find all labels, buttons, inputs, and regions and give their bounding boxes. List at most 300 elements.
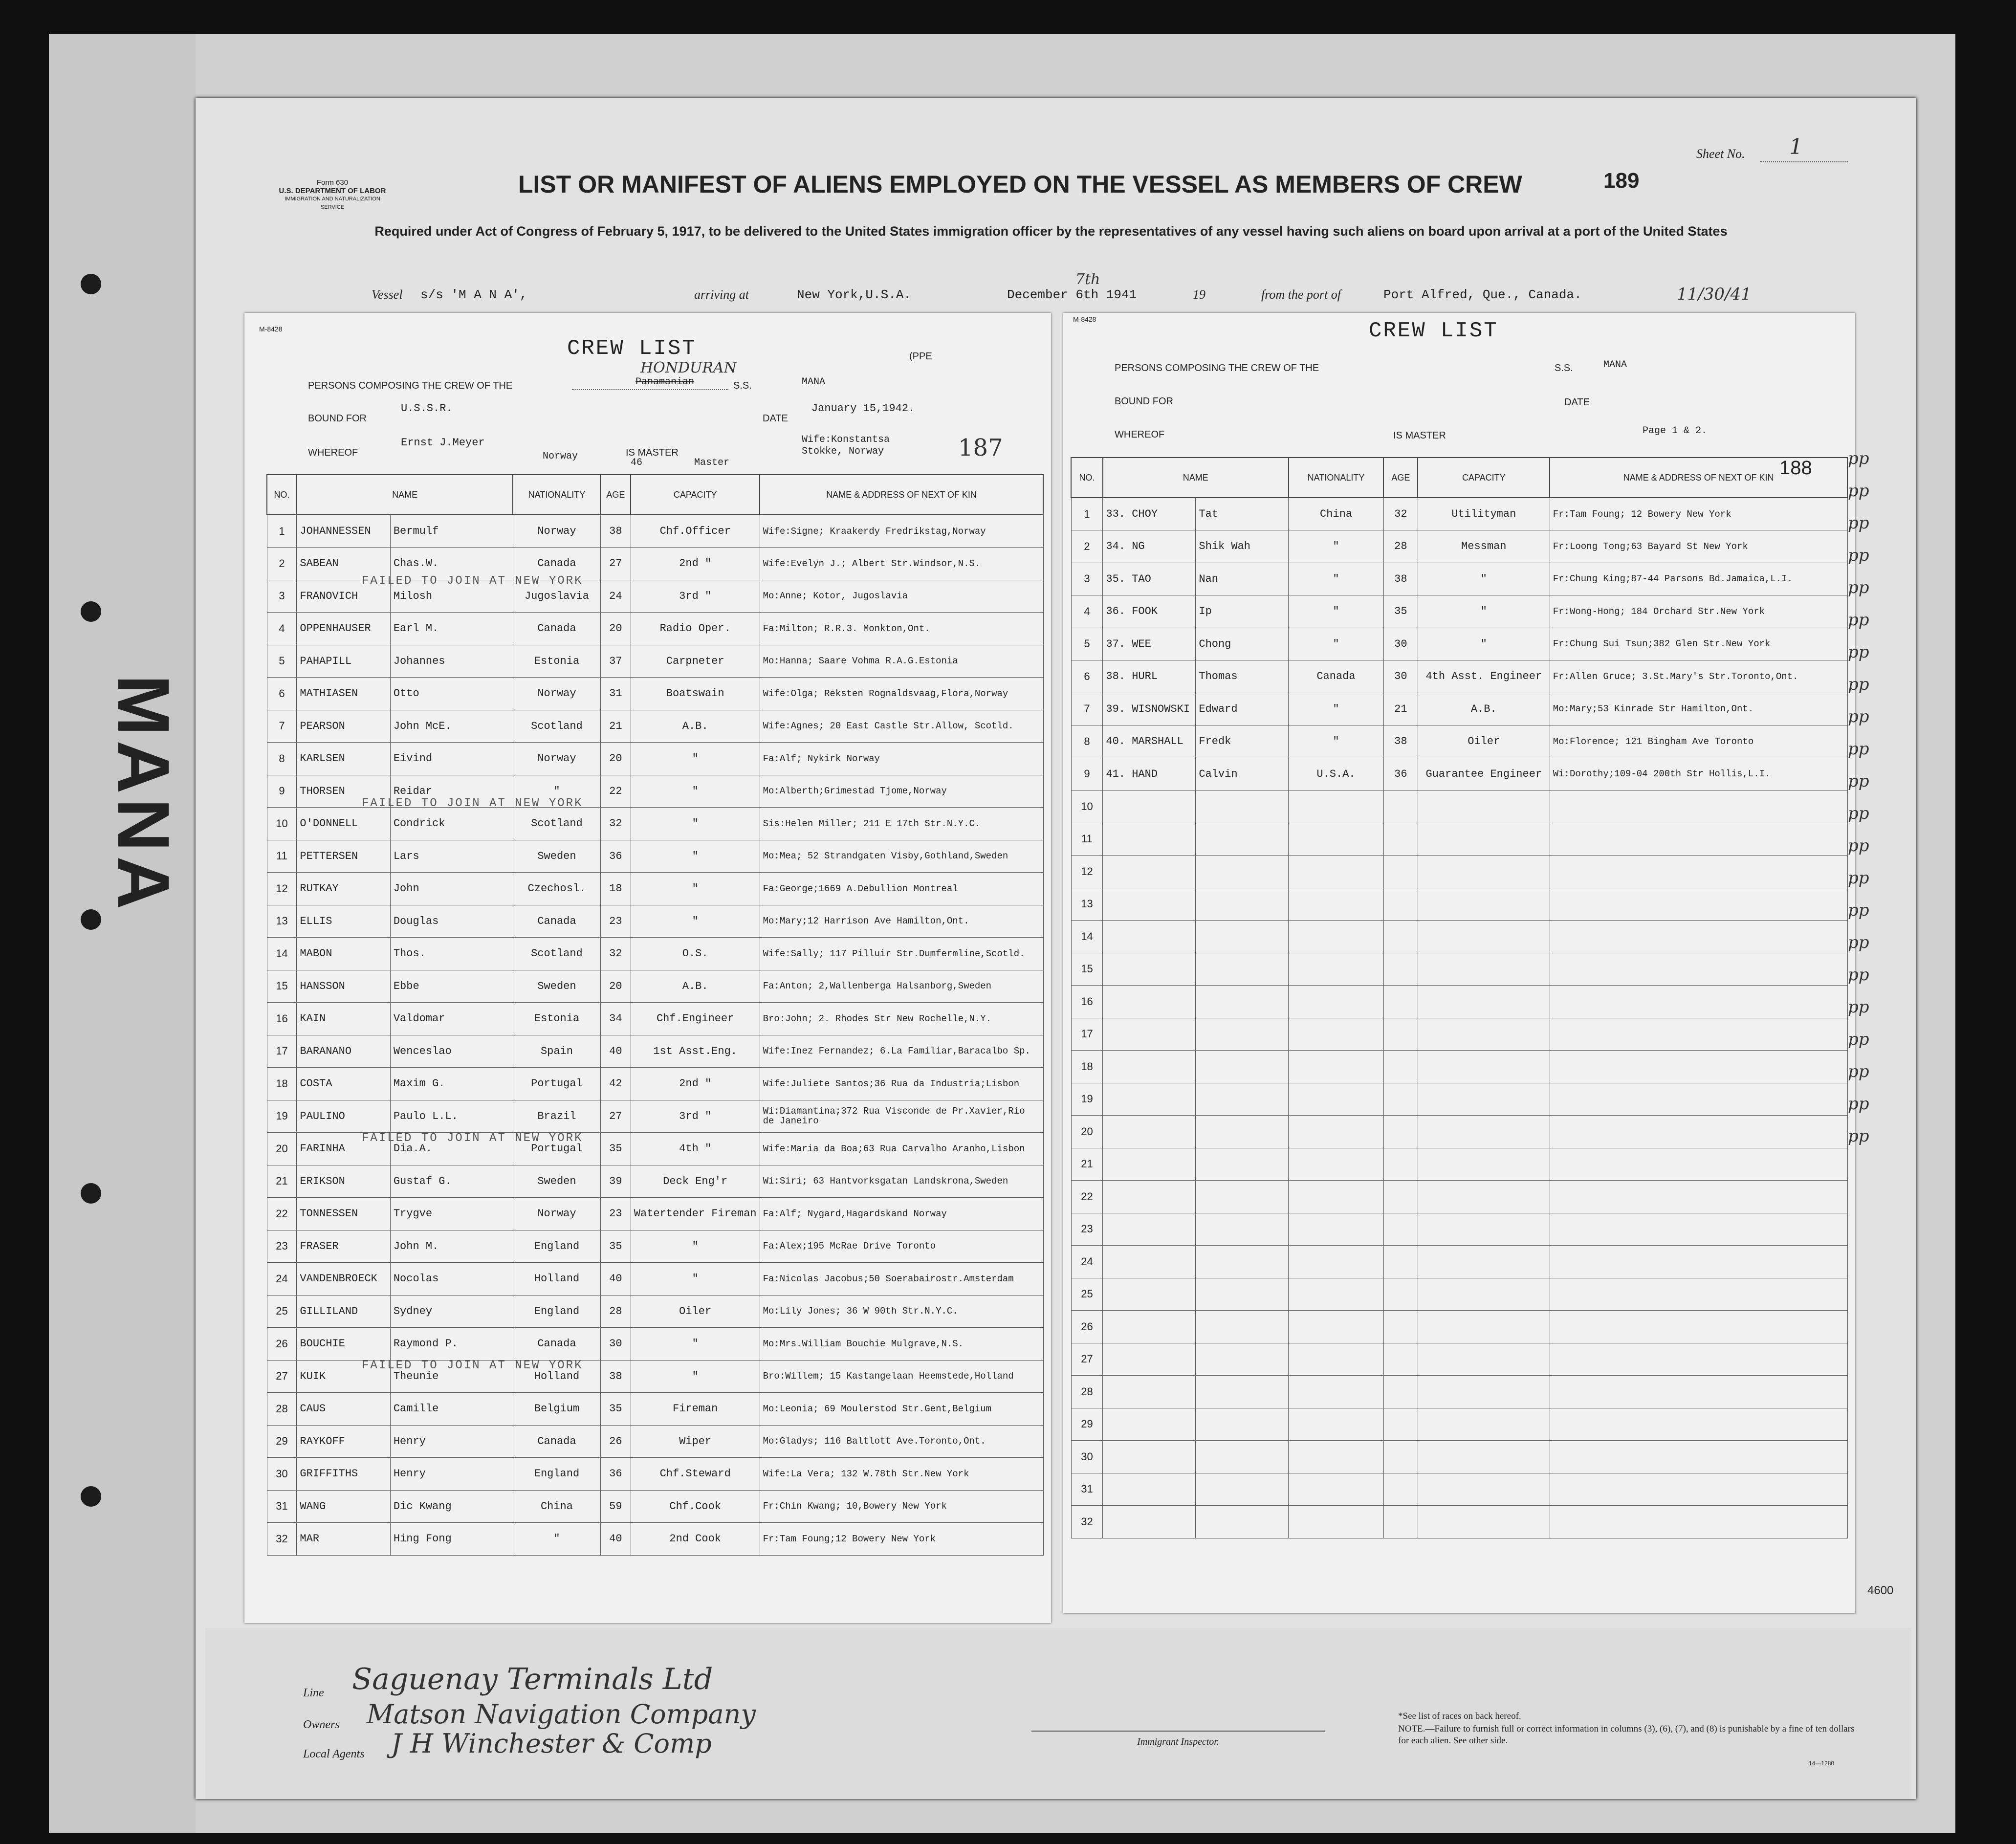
crew-number: 18 xyxy=(267,1068,297,1100)
given-name: Bermulf xyxy=(390,515,513,548)
next-of-kin: Mo:Leonia; 69 Moulerstod Str.Gent,Belgium xyxy=(760,1393,1043,1426)
table-row xyxy=(1071,790,1847,823)
age xyxy=(1383,953,1418,986)
next-of-kin xyxy=(1550,1018,1847,1051)
col-capacity-header: CAPACITY xyxy=(631,475,760,515)
capacity: " xyxy=(631,1360,760,1393)
surname: HANSSON xyxy=(297,970,390,1003)
next-of-kin xyxy=(1550,1376,1847,1408)
nationality: Portugal xyxy=(513,1133,600,1165)
nationality: Brazil xyxy=(513,1100,600,1133)
given-name: Reidar xyxy=(390,775,513,808)
crew-number: 15 xyxy=(267,970,297,1003)
nationality xyxy=(1289,953,1384,986)
capacity xyxy=(1418,888,1550,921)
crew-number: 10 xyxy=(267,808,297,840)
binder-hole xyxy=(81,601,101,622)
owners-value: Matson Navigation Company xyxy=(367,1699,756,1730)
nationality: Norway xyxy=(513,743,600,775)
age: 38 xyxy=(1383,725,1418,758)
next-of-kin xyxy=(1550,823,1847,856)
margin-check-mark: pp xyxy=(1848,1126,1869,1146)
next-of-kin xyxy=(1550,1116,1847,1148)
crew-number: 30 xyxy=(267,1458,297,1491)
left-table-header xyxy=(267,475,1043,515)
age xyxy=(1383,921,1418,953)
margin-check-mark: pp xyxy=(1848,481,1869,501)
right-is-master-label: IS MASTER xyxy=(1393,430,1446,441)
given-name: Johannes xyxy=(390,645,513,678)
age: 42 xyxy=(600,1068,631,1100)
table-row xyxy=(267,905,1043,938)
table-row xyxy=(267,1523,1043,1556)
surname: MABON xyxy=(297,938,390,970)
crew-number: 20 xyxy=(1071,1116,1103,1148)
manifest-subtitle: Required under Act of Congress of February 5, 1917, to be delivered to the United States immigration officer by the representatives of any vessel having such aliens on board upon arrival at a port of the United States xyxy=(374,224,1728,239)
age: 36 xyxy=(600,840,631,873)
table-row xyxy=(1071,1506,1847,1538)
given-name: Lars xyxy=(390,840,513,873)
age: 21 xyxy=(600,710,631,743)
age xyxy=(1383,856,1418,888)
age: 40 xyxy=(600,1523,631,1556)
crew-number: 25 xyxy=(267,1295,297,1328)
crew-number: 19 xyxy=(1071,1083,1103,1116)
capacity xyxy=(1418,1278,1550,1311)
capacity xyxy=(1418,1181,1550,1213)
nationality: Scotland xyxy=(513,710,600,743)
table-row xyxy=(1071,725,1847,758)
table-row xyxy=(1071,921,1847,953)
nationality: England xyxy=(513,1458,600,1491)
next-of-kin xyxy=(1550,1278,1847,1311)
nationality xyxy=(1289,1343,1384,1376)
given-name xyxy=(1196,856,1289,888)
nationality xyxy=(1289,1441,1384,1473)
crew-number: 5 xyxy=(267,645,297,678)
age: 26 xyxy=(600,1425,631,1458)
surname: O'DONNELL xyxy=(297,808,390,840)
next-of-kin: Wife:Evelyn J.; Albert Str.Windsor,N.S. xyxy=(760,548,1043,580)
capacity: Fireman xyxy=(631,1393,760,1426)
line-value: Saguenay Terminals Ltd xyxy=(352,1662,713,1696)
vessel-label: Vessel xyxy=(372,287,403,302)
capacity: " xyxy=(1418,628,1550,660)
margin-check-mark: pp xyxy=(1848,997,1869,1017)
table-row xyxy=(1071,856,1847,888)
nationality xyxy=(1289,1148,1384,1181)
next-of-kin xyxy=(1550,1343,1847,1376)
crew-number: 32 xyxy=(267,1523,297,1556)
next-of-kin: Fr:Allen Gruce; 3.St.Mary's Str.Toronto,Ont. xyxy=(1550,660,1847,693)
surname xyxy=(1103,888,1196,921)
surname: PETTERSEN xyxy=(297,840,390,873)
capacity: Radio Oper. xyxy=(631,613,760,645)
crew-number: 29 xyxy=(267,1425,297,1458)
capacity: Messman xyxy=(1418,530,1550,563)
age: 18 xyxy=(600,873,631,905)
table-row xyxy=(267,938,1043,970)
arriving-label: arriving at xyxy=(694,287,749,302)
col-nationality-header: NATIONALITY xyxy=(1289,458,1384,498)
table-row xyxy=(267,1100,1043,1133)
capacity: Wiper xyxy=(631,1425,760,1458)
inspector-signature-line xyxy=(1031,1731,1325,1732)
margin-check-mark: pp xyxy=(1848,610,1869,630)
footnote-races: *See list of races on back hereof. xyxy=(1398,1711,1521,1721)
surname xyxy=(1103,1311,1196,1343)
crew-number: 13 xyxy=(267,905,297,938)
next-of-kin xyxy=(1550,1408,1847,1441)
col-no-header: NO. xyxy=(267,475,297,515)
surname xyxy=(1103,1408,1196,1441)
nationality: " xyxy=(1289,628,1384,660)
given-name: Chas.W. xyxy=(390,548,513,580)
capacity xyxy=(1418,1376,1550,1408)
nationality: Canada xyxy=(513,613,600,645)
capacity xyxy=(1418,1213,1550,1246)
age: 21 xyxy=(1383,693,1418,725)
capacity: Chf.Cook xyxy=(631,1490,760,1523)
given-name xyxy=(1196,1083,1289,1116)
given-name xyxy=(1196,1116,1289,1148)
age: 37 xyxy=(600,645,631,678)
capacity: Deck Eng'r xyxy=(631,1165,760,1198)
margin-check-mark: pp xyxy=(1848,771,1869,791)
table-row xyxy=(267,678,1043,710)
age: 20 xyxy=(600,743,631,775)
surname: THORSEN xyxy=(297,775,390,808)
given-name xyxy=(1196,1441,1289,1473)
next-of-kin: Fr:Chung King;87-44 Parsons Bd.Jamaica,L.I. xyxy=(1550,563,1847,595)
capacity: 4th Asst. Engineer xyxy=(1418,660,1550,693)
table-row xyxy=(267,1035,1043,1068)
capacity: Guarantee Engineer xyxy=(1418,758,1550,790)
age xyxy=(1383,1051,1418,1083)
next-of-kin: Fr:Loong Tong;63 Bayard St New York xyxy=(1550,530,1847,563)
side-vessel-stamp: MANA xyxy=(103,675,185,914)
capacity: A.B. xyxy=(1418,693,1550,725)
crew-number: 5 xyxy=(1071,628,1103,660)
table-row xyxy=(1071,595,1847,628)
given-name: Nan xyxy=(1196,563,1289,595)
crew-number: 16 xyxy=(1071,986,1103,1018)
manifest-title: LIST OR MANIFEST OF ALIENS EMPLOYED ON THE VESSEL AS MEMBERS OF CREW xyxy=(518,171,1522,198)
capacity: " xyxy=(1418,563,1550,595)
next-of-kin xyxy=(1550,921,1847,953)
table-row xyxy=(1071,823,1847,856)
nationality xyxy=(1289,1473,1384,1506)
next-of-kin: Mo:Florence; 121 Bingham Ave Toronto xyxy=(1550,725,1847,758)
right-date-label: DATE xyxy=(1564,397,1590,408)
nationality: Holland xyxy=(513,1360,600,1393)
capacity: Oiler xyxy=(631,1295,760,1328)
surname: FRASER xyxy=(297,1230,390,1263)
next-of-kin: Mo:Hanna; Saare Vohma R.A.G.Estonia xyxy=(760,645,1043,678)
left-whereof-label: WHEREOF xyxy=(308,447,358,458)
crew-number: 32 xyxy=(1071,1506,1103,1538)
table-row xyxy=(1071,986,1847,1018)
next-of-kin: Fa:Anton; 2,Wallenberga Halsanborg,Sweden xyxy=(760,970,1043,1003)
from-port-value: Port Alfred, Que., Canada. xyxy=(1383,287,1582,302)
col-capacity-header: CAPACITY xyxy=(1418,458,1550,498)
age xyxy=(1383,1181,1418,1213)
surname: CAUS xyxy=(297,1393,390,1426)
table-row xyxy=(267,873,1043,905)
surname: VANDENBROECK xyxy=(297,1263,390,1295)
col-nationality-header: NATIONALITY xyxy=(513,475,600,515)
surname: BARANANO xyxy=(297,1035,390,1068)
master-name: Ernst J.Meyer xyxy=(401,437,485,449)
left-ppe: (PPE xyxy=(909,351,932,362)
next-of-kin: Fr:Tam Foung;12 Bowery New York xyxy=(760,1523,1043,1556)
crew-number: 8 xyxy=(267,743,297,775)
crew-number: 17 xyxy=(1071,1018,1103,1051)
age xyxy=(1383,1018,1418,1051)
table-row xyxy=(267,1458,1043,1491)
crew-number: 18 xyxy=(1071,1051,1103,1083)
next-of-kin: Bro:John; 2. Rhodes Str New Rochelle,N.Y. xyxy=(760,1003,1043,1035)
table-row xyxy=(267,970,1043,1003)
age xyxy=(1383,1213,1418,1246)
table-row xyxy=(267,1068,1043,1100)
inspector-label: Immigrant Inspector. xyxy=(1137,1736,1219,1747)
left-binding-strip xyxy=(49,34,196,1833)
capacity: A.B. xyxy=(631,970,760,1003)
nationality xyxy=(1289,1213,1384,1246)
nationality xyxy=(1289,1408,1384,1441)
nationality: " xyxy=(1289,563,1384,595)
given-name: Shik Wah xyxy=(1196,530,1289,563)
next-of-kin: Wife:Juliete Santos;36 Rua da Industria;Lisbon xyxy=(760,1068,1043,1100)
given-name: Fredk xyxy=(1196,725,1289,758)
table-row xyxy=(1071,1408,1847,1441)
next-of-kin: Mo:Mea; 52 Strandgaten Visby,Gothland,Sweden xyxy=(760,840,1043,873)
nationality: Sweden xyxy=(513,840,600,873)
surname xyxy=(1103,1246,1196,1278)
crew-number: 12 xyxy=(1071,856,1103,888)
surname: 34. NG xyxy=(1103,530,1196,563)
surname: COSTA xyxy=(297,1068,390,1100)
table-row xyxy=(267,1490,1043,1523)
crew-number: 26 xyxy=(267,1328,297,1361)
given-name xyxy=(1196,921,1289,953)
nationality: " xyxy=(1289,725,1384,758)
age xyxy=(1383,986,1418,1018)
surname xyxy=(1103,1181,1196,1213)
crew-number: 3 xyxy=(267,580,297,613)
capacity xyxy=(1418,856,1550,888)
left-is-master-label: IS MASTER xyxy=(626,447,679,458)
age xyxy=(1383,1246,1418,1278)
age xyxy=(1383,888,1418,921)
owners-label: Owners xyxy=(303,1718,340,1731)
nationality xyxy=(1289,986,1384,1018)
master-kin-line2: Stokke, Norway xyxy=(802,446,884,457)
surname: FARINHA xyxy=(297,1133,390,1165)
left-ss-label: S.S. xyxy=(733,380,752,391)
margin-check-mark: pp xyxy=(1848,836,1869,856)
capacity: " xyxy=(631,775,760,808)
nationality: Canada xyxy=(1289,660,1384,693)
capacity xyxy=(1418,1408,1550,1441)
nationality: China xyxy=(1289,498,1384,530)
age: 35 xyxy=(600,1230,631,1263)
given-name: John McE. xyxy=(390,710,513,743)
age: 27 xyxy=(600,548,631,580)
crew-number: 4 xyxy=(1071,595,1103,628)
left-bound-label: BOUND FOR xyxy=(308,413,367,424)
given-name xyxy=(1196,1506,1289,1538)
right-ss-label: S.S. xyxy=(1555,363,1573,373)
crew-number: 28 xyxy=(267,1393,297,1426)
age: 39 xyxy=(600,1165,631,1198)
age: 30 xyxy=(1383,628,1418,660)
given-name: Milosh xyxy=(390,580,513,613)
age: 38 xyxy=(1383,563,1418,595)
nationality: Czechosl. xyxy=(513,873,600,905)
nationality: Belgium xyxy=(513,1393,600,1426)
next-of-kin: Fr:Wong-Hong; 184 Orchard Str.New York xyxy=(1550,595,1847,628)
age: 23 xyxy=(600,905,631,938)
capacity: 2nd Cook xyxy=(631,1523,760,1556)
left-nation-typed: Panamanian xyxy=(635,376,695,388)
surname xyxy=(1103,1083,1196,1116)
capacity xyxy=(1418,1473,1550,1506)
surname: ELLIS xyxy=(297,905,390,938)
crew-number: 6 xyxy=(267,678,297,710)
age: 35 xyxy=(600,1133,631,1165)
footnote-penalty: NOTE.—Failure to furnish full or correct information in columns (3), (6), (7), and (8) is punishable by a fine of ten dollars for each alien. See other side. xyxy=(1398,1724,1855,1746)
capacity: Carpneter xyxy=(631,645,760,678)
table-row xyxy=(1071,1246,1847,1278)
col-name-header: NAME xyxy=(297,475,513,515)
binder-hole xyxy=(81,1486,101,1507)
crew-number: 8 xyxy=(1071,725,1103,758)
nationality: Canada xyxy=(513,548,600,580)
nationality: U.S.A. xyxy=(1289,758,1384,790)
surname xyxy=(1103,790,1196,823)
crew-number: 10 xyxy=(1071,790,1103,823)
crew-number: 30 xyxy=(1071,1441,1103,1473)
capacity: 4th " xyxy=(631,1133,760,1165)
capacity xyxy=(1418,1083,1550,1116)
age xyxy=(1383,1376,1418,1408)
table-row xyxy=(1071,1181,1847,1213)
next-of-kin: Wi:Dorothy;109-04 200th Str Hollis,L.I. xyxy=(1550,758,1847,790)
surname xyxy=(1103,1278,1196,1311)
surname: 36. FOOK xyxy=(1103,595,1196,628)
table-row xyxy=(267,743,1043,775)
col-name-header: NAME xyxy=(1103,458,1289,498)
from-port-label: from the port of xyxy=(1261,287,1341,302)
table-row xyxy=(1071,888,1847,921)
given-name: Ip xyxy=(1196,595,1289,628)
surname: RUTKAY xyxy=(297,873,390,905)
handwritten-date: 11/30/41 xyxy=(1677,285,1752,304)
margin-check-mark: pp xyxy=(1848,804,1869,823)
margin-check-mark: pp xyxy=(1848,513,1869,533)
crew-number: 24 xyxy=(267,1263,297,1295)
surname xyxy=(1103,986,1196,1018)
margin-check-mark: pp xyxy=(1848,868,1869,888)
vessel-value: s/s 'M A N A', xyxy=(420,287,527,302)
age: 38 xyxy=(600,1360,631,1393)
table-row xyxy=(267,645,1043,678)
given-name xyxy=(1196,1213,1289,1246)
given-name: Calvin xyxy=(1196,758,1289,790)
next-of-kin: Wi:Siri; 63 Hantvorksgatan Landskrona,Sweden xyxy=(760,1165,1043,1198)
crew-number: 17 xyxy=(267,1035,297,1068)
given-name xyxy=(1196,1278,1289,1311)
master-age: 46 xyxy=(631,457,643,468)
age: 35 xyxy=(1383,595,1418,628)
table-row xyxy=(267,1263,1043,1295)
table-row xyxy=(1071,1376,1847,1408)
capacity: Oiler xyxy=(1418,725,1550,758)
crew-number: 11 xyxy=(267,840,297,873)
surname: GILLILAND xyxy=(297,1295,390,1328)
nationality xyxy=(1289,1181,1384,1213)
surname xyxy=(1103,1343,1196,1376)
crew-number: 1 xyxy=(267,515,297,548)
table-row xyxy=(1071,1116,1847,1148)
next-of-kin xyxy=(1550,1148,1847,1181)
capacity: 1st Asst.Eng. xyxy=(631,1035,760,1068)
table-row xyxy=(1071,530,1847,563)
left-page-number: 187 xyxy=(958,434,1003,461)
surname: ERIKSON xyxy=(297,1165,390,1198)
capacity: Chf.Engineer xyxy=(631,1003,760,1035)
crew-number: 2 xyxy=(267,548,297,580)
next-of-kin: Fr:Chin Kwang; 10,Bowery New York xyxy=(760,1490,1043,1523)
capacity: Chf.Steward xyxy=(631,1458,760,1491)
age xyxy=(1383,1116,1418,1148)
given-name: Camille xyxy=(390,1393,513,1426)
nationality xyxy=(1289,1246,1384,1278)
crew-number: 6 xyxy=(1071,660,1103,693)
table-row xyxy=(267,1328,1043,1361)
capacity: " xyxy=(631,808,760,840)
nationality: Norway xyxy=(513,1198,600,1230)
binder-hole xyxy=(81,274,101,294)
capacity xyxy=(1418,921,1550,953)
given-name xyxy=(1196,888,1289,921)
surname: OPPENHAUSER xyxy=(297,613,390,645)
surname xyxy=(1103,1376,1196,1408)
margin-check-mark: pp xyxy=(1848,546,1869,565)
age xyxy=(1383,1311,1418,1343)
table-row xyxy=(267,515,1043,548)
age: 28 xyxy=(1383,530,1418,563)
next-of-kin xyxy=(1550,1213,1847,1246)
given-name xyxy=(1196,1246,1289,1278)
failed-note: FAILED TO JOIN AT NEW YORK xyxy=(362,574,583,588)
capacity: 2nd " xyxy=(631,1068,760,1100)
next-of-kin: Fa:George;1669 A.Debullion Montreal xyxy=(760,873,1043,905)
crew-number: 21 xyxy=(267,1165,297,1198)
next-of-kin: Mo:Mary;53 Kinrade Str Hamilton,Ont. xyxy=(1550,693,1847,725)
next-of-kin: Wife:Inez Fernandez; 6.La Familiar,Baracalbo Sp. xyxy=(760,1035,1043,1068)
next-of-kin: Fa:Alex;195 McRae Drive Toronto xyxy=(760,1230,1043,1263)
margin-check-mark: pp xyxy=(1848,1062,1869,1081)
surname xyxy=(1103,823,1196,856)
crew-number: 11 xyxy=(1071,823,1103,856)
given-name xyxy=(1196,986,1289,1018)
crew-number: 22 xyxy=(267,1198,297,1230)
year-suffix: 19 xyxy=(1193,287,1205,302)
nationality xyxy=(1289,823,1384,856)
